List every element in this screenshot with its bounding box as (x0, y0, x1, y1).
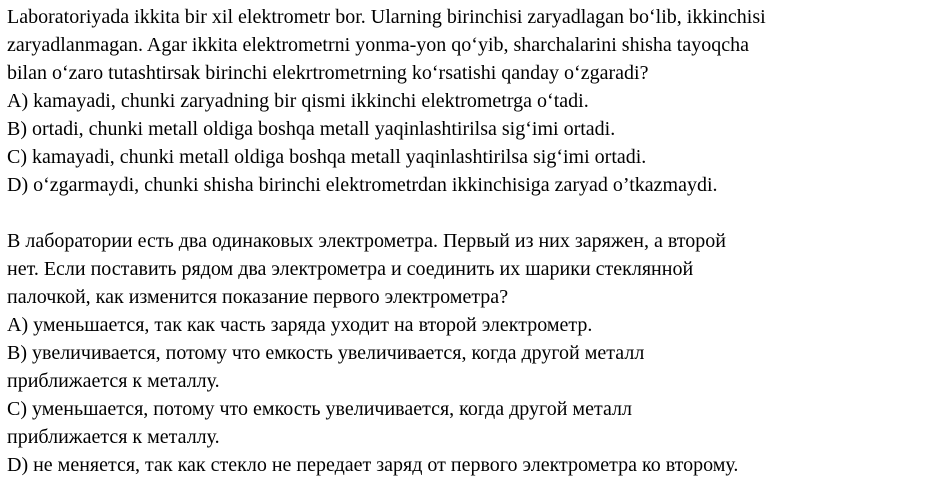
option-b-ru-line-2: приближается к металлу. (7, 370, 220, 392)
option-b-ru-line-1: B) увеличивается, потому что емкость увеличивается, когда другой металл (7, 342, 645, 364)
block-separator (7, 199, 925, 227)
question-text-uz-line-2: zaryadlanmagan. Agar ikkita elektrometrni yonma-yon qo‘yib, sharchalarini shisha tayoqcha (7, 34, 749, 56)
option-c-uz: C) kamayadi, chunki metall oldiga boshqa metall yaqinlashtirilsa sig‘imi ortadi. (7, 146, 647, 168)
question-block-uzbek (7, 3, 925, 199)
question-block-russian (7, 227, 925, 479)
option-d-ru: D) не меняется, так как стекло не передает заряд от первого электрометра ко второму. (7, 454, 739, 476)
question-text-ru-line-2: нет. Если поставить рядом два электрометра и соединить их шарики стеклянной (7, 258, 694, 280)
question-text-uz-line-1: Laboratoriyada ikkita bir xil elektrometr bor. Ularning birinchisi zaryadlagan bo‘lib, ikkinchisi (7, 6, 766, 28)
option-c-ru-line-1: C) уменьшается, потому что емкость увеличивается, когда другой металл (7, 398, 632, 420)
question-text-ru-line-3: палочкой, как изменится показание первого электрометра? (7, 286, 509, 308)
option-c-ru-line-2: приближается к металлу. (7, 426, 220, 448)
option-d-uz: D) o‘zgarmaydi, chunki shisha birinchi elektrometrdan ikkinchisiga zaryad o’tkazmaydi. (7, 174, 718, 196)
option-b-uz: B) ortadi, chunki metall oldiga boshqa metall yaqinlashtirilsa sig‘imi ortadi. (7, 118, 616, 140)
question-text-ru-line-1: В лаборатории есть два одинаковых электрометра. Первый из них заряжен, а второй (7, 230, 726, 252)
document-page (7, 3, 925, 479)
option-a-uz: A) kamayadi, chunki zaryadning bir qismi ikkinchi elektrometrga o‘tadi. (7, 90, 589, 112)
option-a-ru: A) уменьшается, так как часть заряда уходит на второй электрометр. (7, 314, 593, 336)
question-text-uz-line-3: bilan o‘zaro tutashtirsak birinchi elekrtrometrning ko‘rsatishi qanday o‘zgaradi? (7, 62, 649, 84)
